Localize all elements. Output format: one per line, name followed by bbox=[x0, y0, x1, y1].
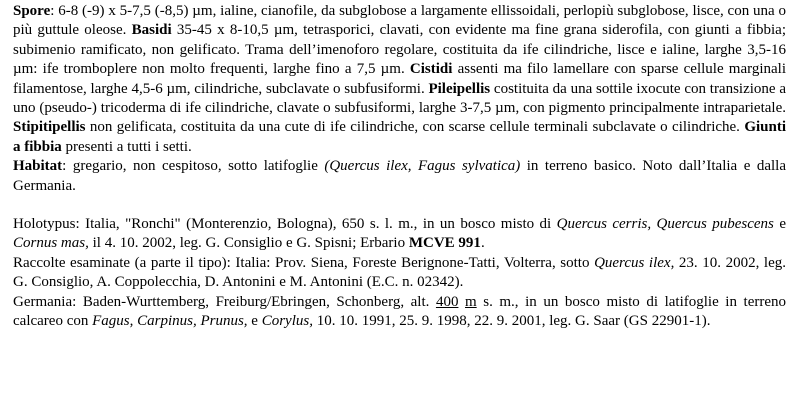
germania-species-2: Corylus, bbox=[261, 313, 313, 330]
germania-paragraph bbox=[13, 293, 786, 332]
herbarium-code: MCVE 991 bbox=[408, 235, 481, 252]
basidi-text: 35-45 x 8-10,5 µm, tetrasporici, clavati, con evidente ma fine grana siderofila, con giunti a fibbia; subimenio ramificato, non gelificato. Trama dell’imenoforo regolare, costituita da ife cilindriche, lisce e ialine, larghe 3,5-16 µm: ife tromboplere non molto frequenti, larghe fino a 7,5 µm. bbox=[13, 22, 786, 78]
habitat-text-end: in terreno basico. Noto dall’Italia e dalla Germania. bbox=[13, 158, 786, 194]
holotype-species-2: Cornus mas, bbox=[13, 235, 89, 252]
cistidi-heading: Cistidi bbox=[409, 61, 453, 78]
spore-heading: Spore bbox=[13, 3, 51, 19]
giunti-text: presenti a tutti i setti. bbox=[61, 138, 192, 155]
habitat-heading: Habitat bbox=[13, 158, 63, 175]
habitat-species: (Quercus ilex, Fagus sylvatica) bbox=[324, 158, 521, 175]
raccolte-text: Raccolte esaminate (a parte il tipo): Italia: Prov. Siena, Foreste Berignone-Tatti, Volterra, sotto bbox=[13, 254, 595, 271]
altitude-unit: m bbox=[465, 293, 477, 310]
holotype-species-1: Quercus cerris, Quercus pubescens bbox=[556, 216, 774, 233]
stipitipellis-heading: Stipitipellis bbox=[13, 119, 86, 136]
spore-text: : 6-8 (-9) x 5-7,5 (-8,5) µm, ialine, cianofile, da subglobose a largamente ellissoidali, perlopiù subglobose, lisce, con una o più guttule oleose. bbox=[13, 3, 786, 39]
germania-text-2: s. m., in un bosco misto di latifoglie in terreno calcareo con bbox=[13, 293, 787, 330]
basidi-heading: Basidi bbox=[131, 22, 172, 39]
raccolte-text-end: 23. 10. 2002, leg. G. Consiglio, A. Coppolecchia, D. Antonini e M. Antonini (E.C. n. 02342). bbox=[13, 254, 787, 291]
raccolte-paragraph bbox=[13, 254, 786, 293]
holotype-conj: e bbox=[773, 216, 786, 233]
pileipellis-text: costituita da una sottile ixocute con transizione a uno (pseudo-) tricoderma di ife cilindriche, clavate o subfusiformi, larghe 3-7,5 µm, con pigmento principalmente intraparietale. bbox=[13, 80, 787, 117]
spore-paragraph bbox=[13, 2, 786, 157]
holotype-text-2: il 4. 10. 2002, leg. G. Consiglio e G. Spisni; Erbario bbox=[88, 235, 409, 252]
habitat-paragraph bbox=[13, 157, 786, 196]
germania-species-1: Fagus, Carpinus, Prunus, bbox=[92, 313, 248, 330]
holotype-end: . bbox=[480, 235, 485, 252]
holotype-text: Holotypus: Italia, "Ronchi" (Monterenzio, Bologna), 650 s. l. m., in un bosco misto di bbox=[13, 216, 557, 233]
germania-text: Germania: Baden-Wurttemberg, Freiburg/Ebringen, Schonberg, alt. bbox=[13, 293, 436, 310]
species-description bbox=[13, 2, 786, 332]
holotype-paragraph bbox=[13, 215, 786, 254]
raccolte-species: Quercus ilex, bbox=[594, 254, 675, 271]
giunti-heading: Giunti a fibbia bbox=[13, 119, 786, 155]
germania-text-end: 10. 10. 1991, 25. 9. 1998, 22. 9. 2001, leg. G. Saar (GS 22901-1). bbox=[312, 313, 711, 330]
altitude-value: 400 bbox=[435, 293, 459, 310]
habitat-text: : gregario, non cespitoso, sotto latifoglie bbox=[62, 158, 325, 175]
pileipellis-heading: Pileipellis bbox=[428, 80, 491, 97]
cistidi-text: assenti ma filo lamellare con sparse cellule marginali filamentose, larghe 4,5-6 µm, cilindriche, subclavate o subfusiformi. bbox=[13, 61, 786, 97]
germania-conj: e bbox=[247, 313, 262, 330]
stipitipellis-text: non gelificata, costituita da una cute di ife cilindriche, con scarse cellule terminali subclavate o cilindriche. bbox=[85, 119, 745, 136]
